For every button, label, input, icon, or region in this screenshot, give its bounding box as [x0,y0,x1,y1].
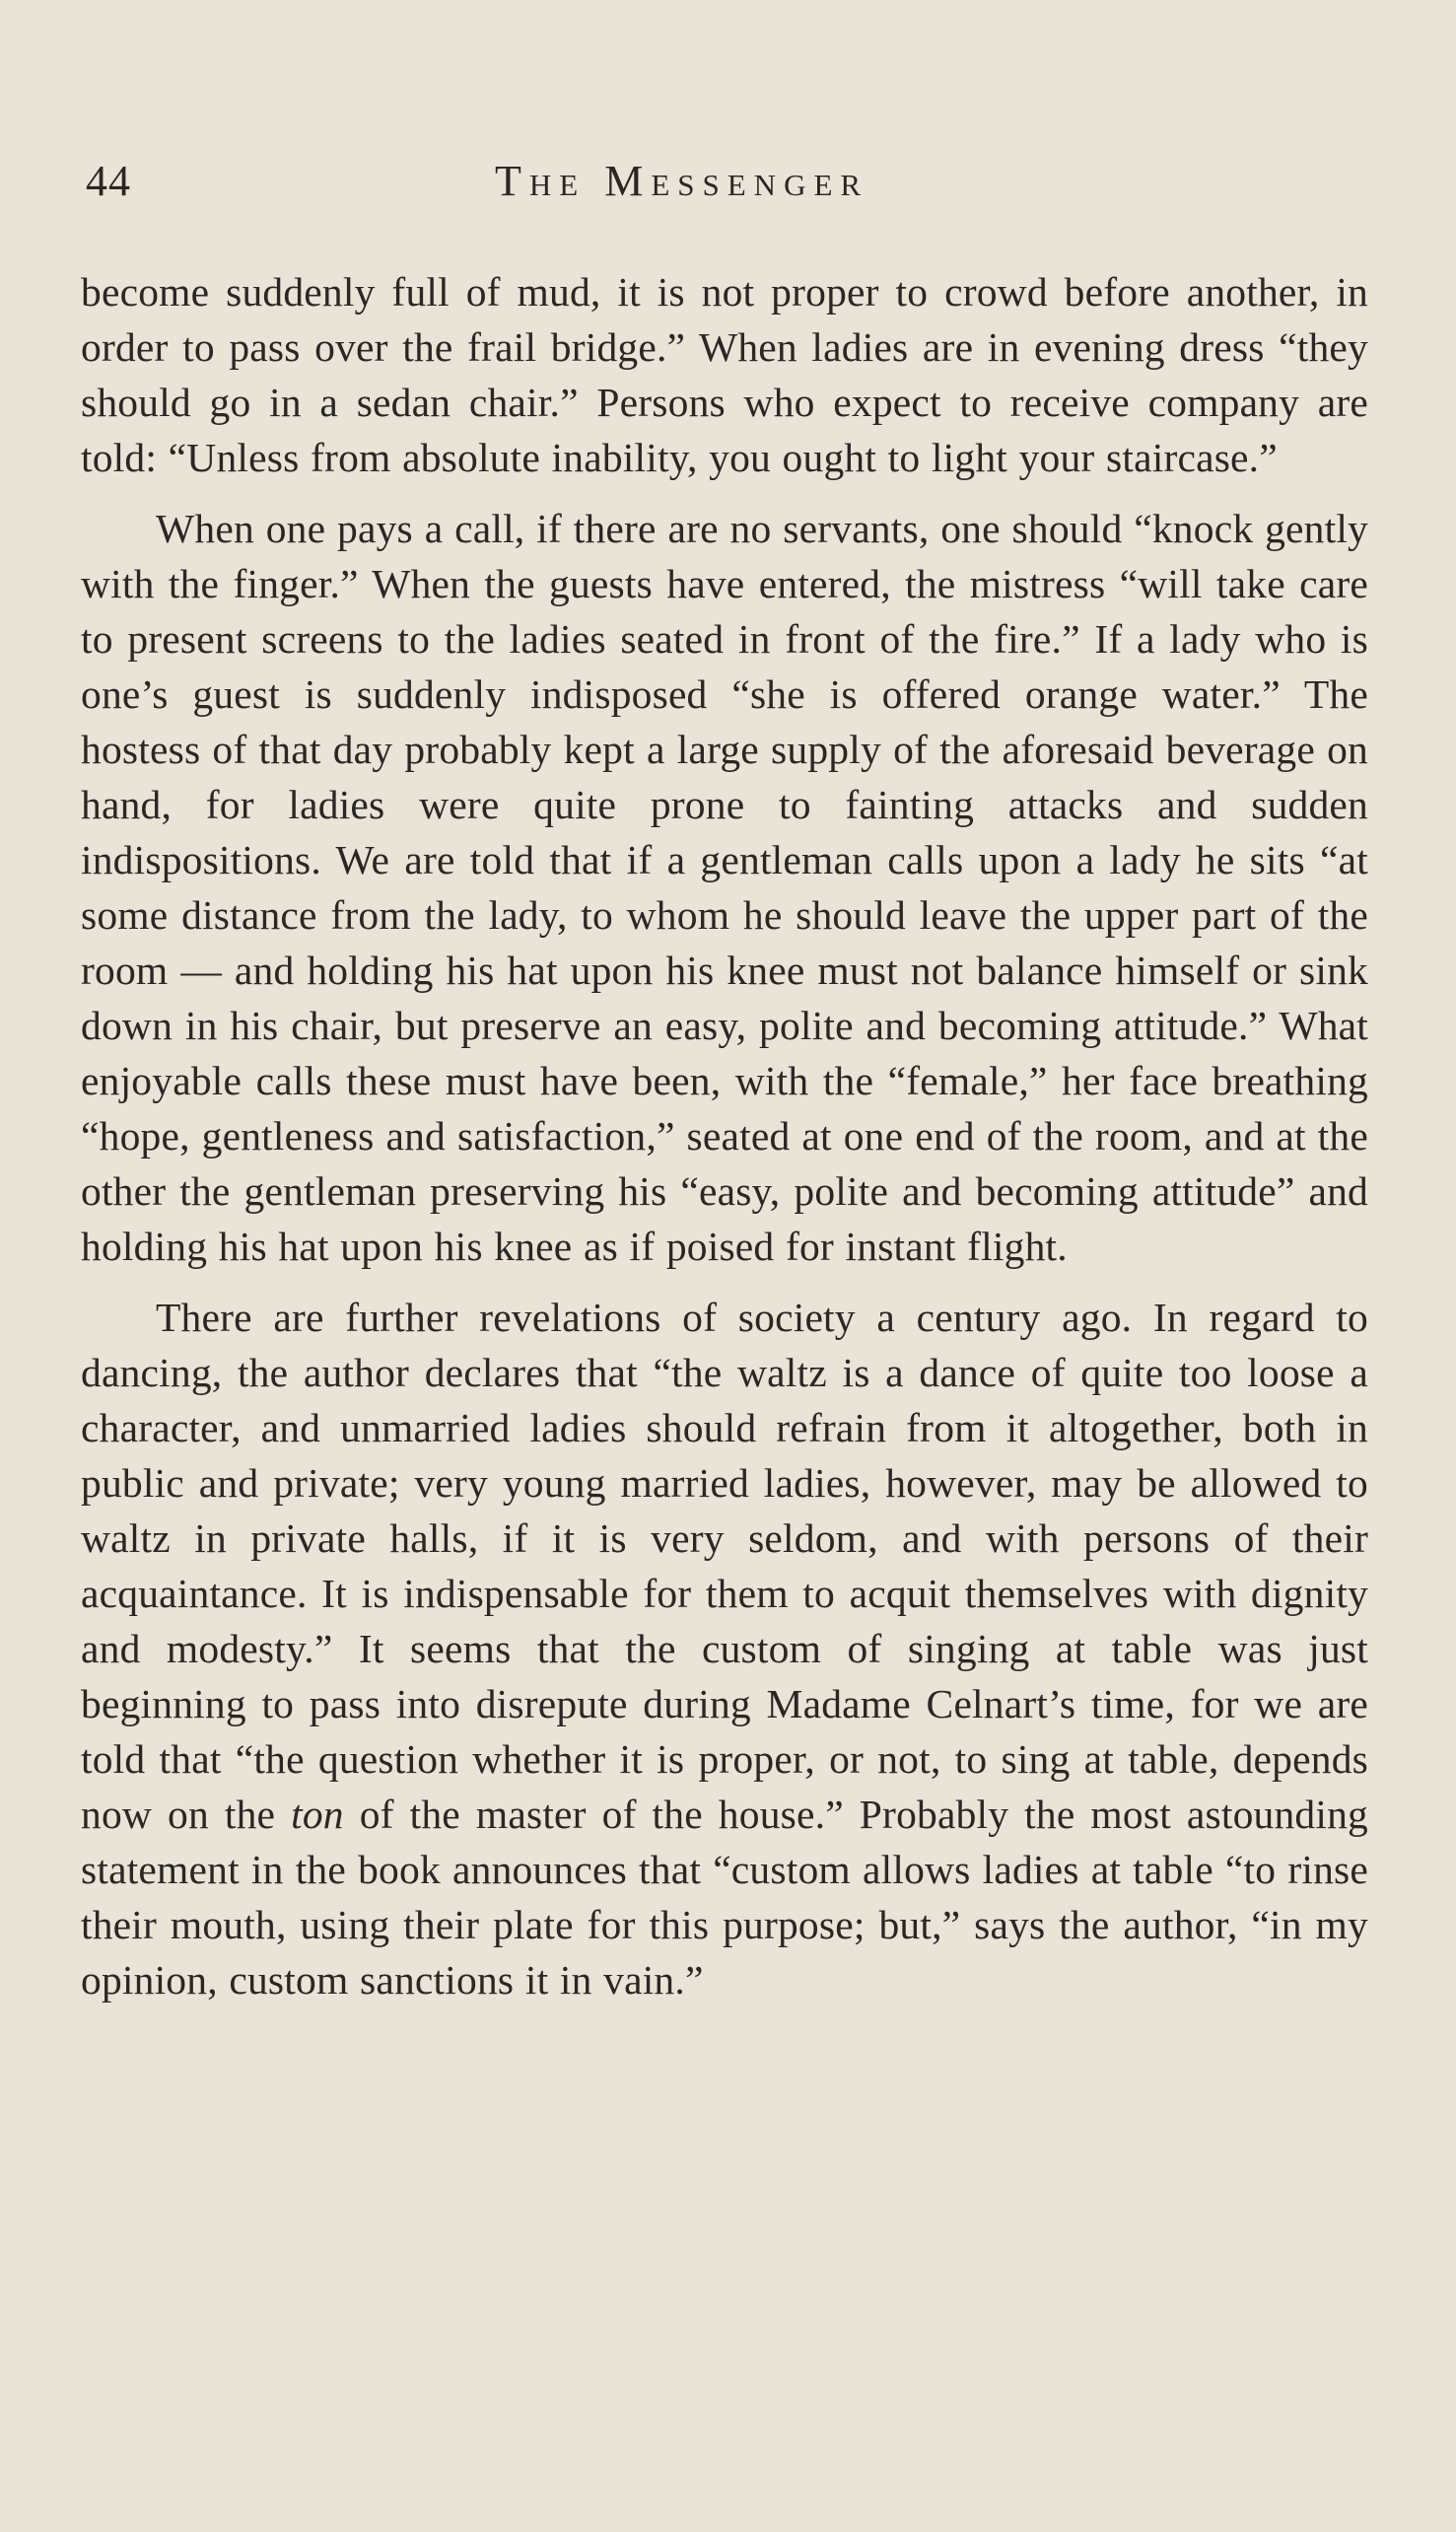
paragraph-3-text-a: There are further revelations of society a century ago. In regard to dancing, the author declares that “the waltz is a dance of quite too loose a character, and unmarried ladies should refrain from it altogether, both in public and private; very young married ladies, however, may be allowed to waltz in private halls, if it is very seldom, and with persons of their acquaintance. It is indispensable for them to acquit themselves with dignity and modesty.” It seems that the custom of singing at table was just beginning to pass into disrepute during Madame Celnart’s time, for we are told that “the question whether it is proper, or not, to sing at table, depends now on the [81,1295,1368,1837]
paragraph-3-text-b: of the master of the house.” Probably the most astounding statement in the book announces that “custom allows ladies at table “to rinse their mouth, using their plate for this purpose; but,” says the author, “in my opinion, custom sanctions it in vain.” [81,1792,1369,2003]
paragraph-3 [81,1290,1368,2007]
paragraph-2 [81,501,1368,1274]
page-number: 44 [86,157,131,205]
running-title: The Messenger [495,157,869,205]
paragraph-1 [81,264,1368,485]
body-text [81,264,1368,2007]
paragraph-2-text: When one pays a call, if there are no servants, one should “knock gently with the finger.” When the guests have entered, the mistress “will take care to present screens to the ladies seated in front of the fire.” If a lady who is one’s guest is suddenly indisposed “she is offered orange water.” The hostess of that day probably kept a large supply of the aforesaid beverage on hand, for ladies were quite prone to fainting attacks and sudden indispositions. We are told that if a gentleman calls upon a lady he sits “at some distance from the lady, to whom he should leave the upper part of the room — and holding his hat upon his knee must not balance himself or sink down in his chair, but preserve an easy, polite and becoming attitude.” What enjoyable calls these must have been, with the “female,” her face breathing “hope, gentleness and satisfaction,” seated at one end of the room, and at the other the gentleman preserving his “easy, polite and becoming attitude” and holding his hat upon his knee as if poised for instant flight. [81,506,1368,1269]
book-page [81,148,1368,2023]
paragraph-1-text: become suddenly full of mud, it is not proper to crowd before another, in order to pass over the frail bridge.” When ladies are in evening dress “they should go in a sedan chair.” Persons who expect to receive company are told: “Unless from absolute inability, you ought to light your staircase.” [81,269,1368,480]
running-head [81,148,1368,217]
italic-word-ton: ton [291,1792,344,1837]
